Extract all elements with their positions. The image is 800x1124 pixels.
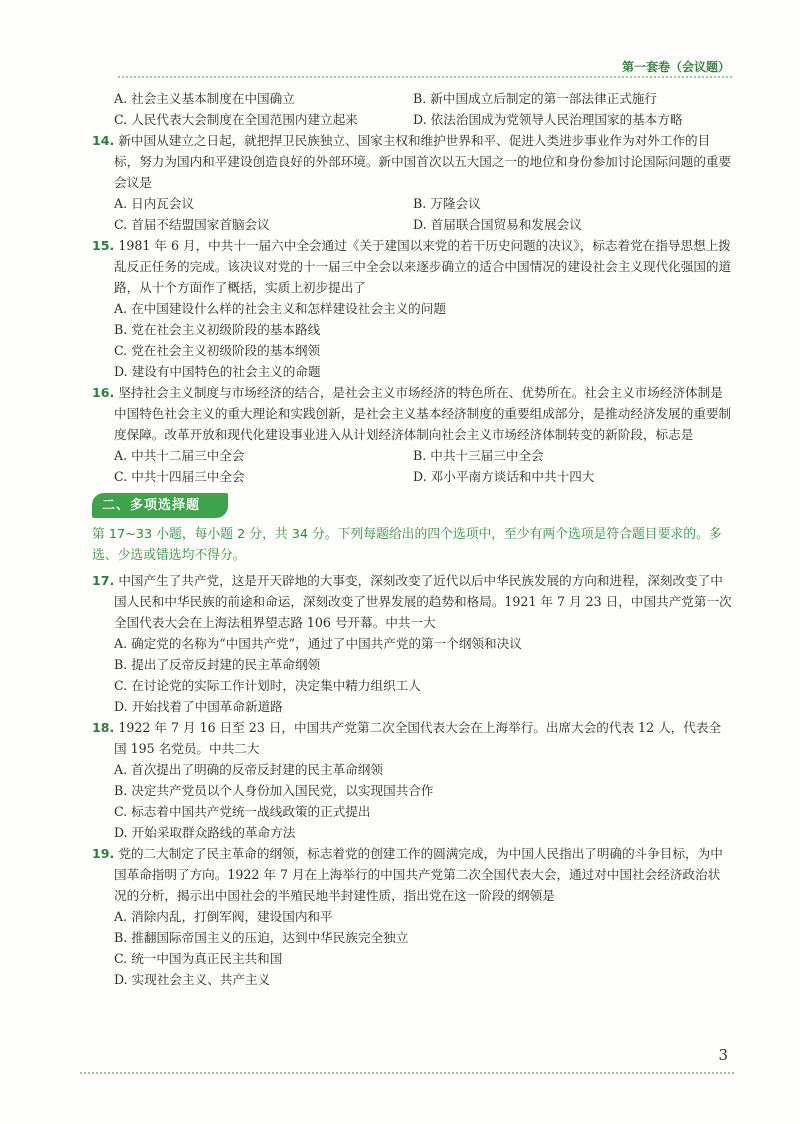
option-a: A. 日内瓦会议 bbox=[114, 196, 195, 211]
option-d: D. 实现社会主义、共产主义 bbox=[114, 972, 271, 987]
question-16 bbox=[92, 382, 732, 487]
question-stem: 1981 年 6 月，中共十一届六中全会通过《关于建国以来党的若干历史问题的决议》，标志着党在指导思想上拨乱反正任务的完成。该决议对党的十一届三中全会以来逐步确立的适合中国情况的建设社会主义现代化强国的道路，从十个方面作了概括，实质上初步提出了 bbox=[114, 238, 732, 295]
footer-divider bbox=[80, 1072, 734, 1074]
option-a: A. 首次提出了明确的反帝反封建的民主革命纲领 bbox=[114, 762, 383, 777]
option-b: B. 党在社会主义初级阶段的基本路线 bbox=[114, 322, 321, 337]
question-content bbox=[92, 88, 732, 990]
option-b: B. 中共十三届三中全会 bbox=[413, 448, 544, 463]
option-d: D. 首届联合国贸易和发展会议 bbox=[413, 217, 582, 232]
question-number: 18. bbox=[92, 720, 115, 735]
option-c: C. 中共十四届三中全会 bbox=[114, 469, 245, 484]
option-b: B. 推翻国际帝国主义的压迫，达到中华民族完全独立 bbox=[114, 930, 409, 945]
question-13-options bbox=[92, 88, 732, 130]
page-number: 3 bbox=[718, 1046, 728, 1064]
question-18 bbox=[92, 717, 732, 843]
option-b: B. 新中国成立后制定的第一部法律正式施行 bbox=[413, 91, 657, 106]
option-b: B. 决定共产党员以个人身份加入国民党，以实现国共合作 bbox=[114, 783, 434, 798]
option-c: C. 标志着中国共产党统一战线政策的正式提出 bbox=[114, 804, 371, 819]
option-c: C. 党在社会主义初级阶段的基本纲领 bbox=[114, 343, 321, 358]
question-15 bbox=[92, 235, 732, 382]
question-number: 16. bbox=[92, 385, 115, 400]
option-c: C. 人民代表大会制度在全国范围内建立起来 bbox=[114, 112, 358, 127]
question-stem: 坚持社会主义制度与市场经济的结合，是社会主义市场经济的特色所在、优势所在。社会主义市场经济体制是中国特色社会主义的重大理论和实践创新，是社会主义基本经济制度的重要组成部分，是推动经济发展的重要制度保障。改革开放和现代化建设事业进入从计划经济体制向社会主义市场经济体制转变的新阶段，标志是 bbox=[114, 385, 732, 442]
question-19 bbox=[92, 843, 732, 990]
option-d: D. 开始采取群众路线的革命方法 bbox=[114, 825, 296, 840]
option-b: B. 万隆会议 bbox=[413, 196, 481, 211]
option-a: A. 社会主义基本制度在中国确立 bbox=[114, 91, 295, 106]
option-a: A. 消除内乱，打倒军阀，建设国内和平 bbox=[114, 909, 333, 924]
option-c: C. 首届不结盟国家首脑会议 bbox=[114, 217, 270, 232]
option-a: A. 在中国建设什么样的社会主义和怎样建设社会主义的问题 bbox=[114, 301, 446, 316]
option-a: A. 确定党的名称为“中国共产党”，通过了中国共产党的第一个纲领和决议 bbox=[114, 636, 522, 651]
option-d: D. 开始找着了中国革命新道路 bbox=[114, 699, 283, 714]
option-c: C. 统一中国为真正民主共和国 bbox=[114, 951, 283, 966]
question-17 bbox=[92, 570, 732, 717]
header-divider bbox=[118, 76, 732, 78]
question-stem: 新中国从建立之日起，就把捍卫民族独立、国家主权和维护世界和平、促进人类进步事业作为对外工作的目标，努力为国内和平建设创造良好的外部环境。新中国首次以五大国之一的地位和身份参加讨论国际问题的重要会议是 bbox=[114, 133, 732, 190]
question-number: 14. bbox=[92, 133, 115, 148]
option-b: B. 提出了反帝反封建的民主革命纲领 bbox=[114, 657, 321, 672]
question-stem: 1922 年 7 月 16 日至 23 日，中国共产党第二次全国代表大会在上海举行。出席大会的代表 12 人，代表全国 195 名党员。中共二大 bbox=[114, 720, 722, 756]
section-instructions: 第 17~33 小题，每小题 2 分，共 34 分。下列每题给出的四个选项中，至少有两个选项是符合题目要求的。多选、少选或错选均不得分。 bbox=[92, 527, 722, 563]
option-c: C. 在讨论党的实际工作计划时，决定集中精力组织工人 bbox=[114, 678, 421, 693]
option-d: D. 邓小平南方谈话和中共十四大 bbox=[413, 469, 595, 484]
question-number: 17. bbox=[92, 573, 115, 588]
section-title: 二、多项选择题 bbox=[92, 493, 228, 518]
question-stem: 党的二大制定了民主革命的纲领，标志着党的创建工作的圆满完成，为中国人民指出了明确的斗争目标，为中国革命指明了方向。1922 年 7 月在上海举行的中国共产党第二次全国代表大会，通过对中国社会经济政治状况的分析，揭示出中国社会的半殖民地半封建性质，指出党在这一阶段的纲领是 bbox=[114, 846, 723, 903]
question-number: 19. bbox=[92, 846, 115, 861]
header-title: 第一套卷（会议题） bbox=[621, 60, 730, 74]
question-14 bbox=[92, 130, 732, 235]
question-number: 15. bbox=[92, 238, 115, 253]
question-stem: 中国产生了共产党，这是开天辟地的大事变，深刻改变了近代以后中华民族发展的方向和进程，深刻改变了中国人民和中华民族的前途和命运，深刻改变了世界发展的趋势和格局。1921 年 7 月 23 日，中国共产党第一次全国代表大会在上海法租界望志路 106 号开幕。中共一大 bbox=[114, 573, 732, 630]
option-a: A. 中共十二届三中全会 bbox=[114, 448, 245, 463]
option-d: D. 建设有中国特色的社会主义的命题 bbox=[114, 364, 321, 379]
option-d: D. 依法治国成为党领导人民治理国家的基本方略 bbox=[413, 112, 683, 127]
